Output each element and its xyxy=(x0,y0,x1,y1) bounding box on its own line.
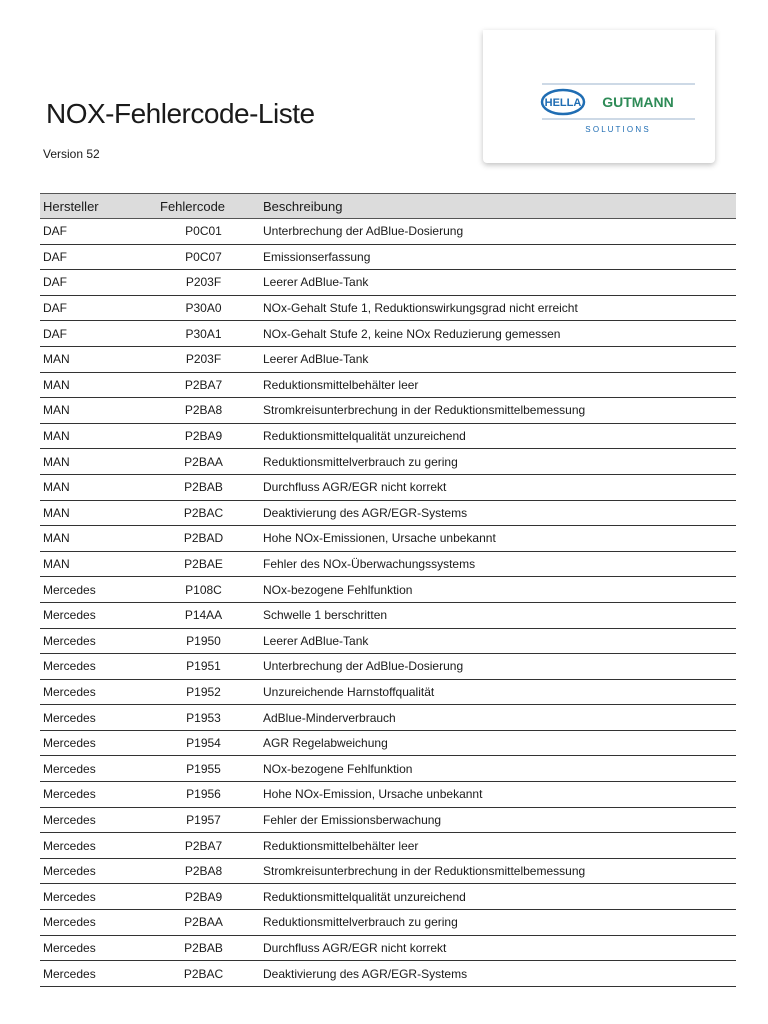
cell-make: Mercedes xyxy=(40,705,147,731)
cell-code: P2BA7 xyxy=(147,372,260,398)
cell-make: MAN xyxy=(40,398,147,424)
cell-desc: Hohe NOx-Emissionen, Ursache unbekannt xyxy=(260,526,736,552)
table-row xyxy=(40,935,736,961)
cell-make: DAF xyxy=(40,219,147,245)
cell-code: P2BA8 xyxy=(147,398,260,424)
cell-desc: Fehler des NOx-Überwachungssystems xyxy=(260,551,736,577)
cell-desc: Hohe NOx-Emission, Ursache unbekannt xyxy=(260,782,736,808)
table-row xyxy=(40,295,736,321)
table-row xyxy=(40,756,736,782)
cell-make: Mercedes xyxy=(40,628,147,654)
cell-desc: Unzureichende Harnstoffqualität xyxy=(260,679,736,705)
table-row xyxy=(40,346,736,372)
table-row xyxy=(40,219,736,245)
table-row xyxy=(40,526,736,552)
table-row xyxy=(40,244,736,270)
table-row xyxy=(40,654,736,680)
table-row xyxy=(40,705,736,731)
logo-brand-left: HELLA xyxy=(544,97,582,109)
cell-code: P0C07 xyxy=(147,244,260,270)
cell-code: P1957 xyxy=(147,807,260,833)
cell-desc: Emissionserfassung xyxy=(260,244,736,270)
cell-desc: NOx-Gehalt Stufe 1, Reduktionswirkungsgrad nicht erreicht xyxy=(260,295,736,321)
cell-code: P1955 xyxy=(147,756,260,782)
cell-desc: AdBlue-Minderverbrauch xyxy=(260,705,736,731)
cell-desc: Stromkreisunterbrechung in der Reduktionsmittelbemessung xyxy=(260,858,736,884)
logo-tagline: S O L U T I O N S xyxy=(585,125,649,134)
cell-desc: NOx-bezogene Fehlfunktion xyxy=(260,577,736,603)
cell-code: P203F xyxy=(147,346,260,372)
cell-make: MAN xyxy=(40,423,147,449)
cell-code: P2BAC xyxy=(147,500,260,526)
cell-code: P14AA xyxy=(147,602,260,628)
cell-desc: Unterbrechung der AdBlue-Dosierung xyxy=(260,654,736,680)
cell-desc: AGR Regelabweichung xyxy=(260,730,736,756)
cell-make: Mercedes xyxy=(40,833,147,859)
hella-gutmann-logo xyxy=(483,30,715,163)
table-row xyxy=(40,807,736,833)
cell-code: P2BA8 xyxy=(147,858,260,884)
cell-desc: Durchfluss AGR/EGR nicht korrekt xyxy=(260,935,736,961)
cell-code: P2BAA xyxy=(147,449,260,475)
table-row xyxy=(40,423,736,449)
cell-desc: Reduktionsmittelqualität unzureichend xyxy=(260,423,736,449)
table-row xyxy=(40,833,736,859)
table-row xyxy=(40,500,736,526)
cell-make: Mercedes xyxy=(40,602,147,628)
cell-code: P1950 xyxy=(147,628,260,654)
cell-code: P2BAD xyxy=(147,526,260,552)
cell-desc: Leerer AdBlue-Tank xyxy=(260,346,736,372)
column-header-desc: Beschreibung xyxy=(260,194,736,219)
cell-make: MAN xyxy=(40,474,147,500)
cell-make: Mercedes xyxy=(40,858,147,884)
logo-brand-right: GUTMANN xyxy=(602,94,674,110)
cell-desc: Fehler der Emissionsberwachung xyxy=(260,807,736,833)
cell-code: P2BAB xyxy=(147,935,260,961)
table-row xyxy=(40,730,736,756)
cell-make: DAF xyxy=(40,270,147,296)
table-row xyxy=(40,551,736,577)
cell-desc: Leerer AdBlue-Tank xyxy=(260,628,736,654)
cell-make: MAN xyxy=(40,500,147,526)
table-header-row xyxy=(40,194,736,219)
cell-code: P2BA9 xyxy=(147,423,260,449)
table-row xyxy=(40,884,736,910)
table-body xyxy=(40,219,736,987)
table-row xyxy=(40,679,736,705)
cell-make: MAN xyxy=(40,526,147,552)
cell-desc: Unterbrechung der AdBlue-Dosierung xyxy=(260,219,736,245)
cell-desc: NOx-Gehalt Stufe 2, keine NOx Reduzierung gemessen xyxy=(260,321,736,347)
cell-code: P2BAB xyxy=(147,474,260,500)
cell-code: P1953 xyxy=(147,705,260,731)
cell-make: Mercedes xyxy=(40,782,147,808)
cell-desc: Schwelle 1 berschritten xyxy=(260,602,736,628)
table-row xyxy=(40,270,736,296)
cell-code: P203F xyxy=(147,270,260,296)
cell-make: DAF xyxy=(40,321,147,347)
cell-code: P2BAE xyxy=(147,551,260,577)
cell-code: P1951 xyxy=(147,654,260,680)
table-row xyxy=(40,961,736,987)
cell-code: P1952 xyxy=(147,679,260,705)
table-row xyxy=(40,602,736,628)
cell-code: P30A0 xyxy=(147,295,260,321)
cell-make: Mercedes xyxy=(40,756,147,782)
cell-make: MAN xyxy=(40,551,147,577)
cell-code: P2BA7 xyxy=(147,833,260,859)
table-row xyxy=(40,782,736,808)
table-row xyxy=(40,577,736,603)
company-logo-card xyxy=(483,30,715,163)
table-row xyxy=(40,321,736,347)
page-title: NOX-Fehlercode-Liste xyxy=(46,98,315,129)
cell-code: P108C xyxy=(147,577,260,603)
column-header-code: Fehlercode xyxy=(147,194,260,219)
cell-desc: Reduktionsmittelverbrauch zu gering xyxy=(260,449,736,475)
cell-make: Mercedes xyxy=(40,884,147,910)
fault-code-table xyxy=(40,193,736,987)
version-label: Version 52 xyxy=(43,147,100,161)
cell-code: P1954 xyxy=(147,730,260,756)
table-row xyxy=(40,858,736,884)
cell-make: MAN xyxy=(40,449,147,475)
cell-code: P2BA9 xyxy=(147,884,260,910)
table-row xyxy=(40,398,736,424)
table-row xyxy=(40,474,736,500)
cell-make: Mercedes xyxy=(40,910,147,936)
cell-code: P30A1 xyxy=(147,321,260,347)
cell-desc: Reduktionsmittelqualität unzureichend xyxy=(260,884,736,910)
table-row xyxy=(40,449,736,475)
cell-code: P2BAC xyxy=(147,961,260,987)
cell-make: Mercedes xyxy=(40,679,147,705)
cell-code: P1956 xyxy=(147,782,260,808)
cell-make: Mercedes xyxy=(40,807,147,833)
cell-make: Mercedes xyxy=(40,577,147,603)
cell-desc: Stromkreisunterbrechung in der Reduktionsmittelbemessung xyxy=(260,398,736,424)
cell-desc: Durchfluss AGR/EGR nicht korrekt xyxy=(260,474,736,500)
cell-desc: Reduktionsmittelbehälter leer xyxy=(260,833,736,859)
cell-code: P0C01 xyxy=(147,219,260,245)
cell-make: DAF xyxy=(40,244,147,270)
table-row xyxy=(40,628,736,654)
cell-desc: NOx-bezogene Fehlfunktion xyxy=(260,756,736,782)
table-row xyxy=(40,910,736,936)
cell-desc: Reduktionsmittelbehälter leer xyxy=(260,372,736,398)
column-header-make: Hersteller xyxy=(40,194,147,219)
cell-code: P2BAA xyxy=(147,910,260,936)
cell-desc: Leerer AdBlue-Tank xyxy=(260,270,736,296)
cell-make: Mercedes xyxy=(40,935,147,961)
cell-make: MAN xyxy=(40,372,147,398)
cell-make: Mercedes xyxy=(40,730,147,756)
cell-desc: Reduktionsmittelverbrauch zu gering xyxy=(260,910,736,936)
cell-desc: Deaktivierung des AGR/EGR-Systems xyxy=(260,500,736,526)
cell-make: Mercedes xyxy=(40,961,147,987)
cell-make: Mercedes xyxy=(40,654,147,680)
cell-desc: Deaktivierung des AGR/EGR-Systems xyxy=(260,961,736,987)
cell-make: MAN xyxy=(40,346,147,372)
cell-make: DAF xyxy=(40,295,147,321)
table-row xyxy=(40,372,736,398)
